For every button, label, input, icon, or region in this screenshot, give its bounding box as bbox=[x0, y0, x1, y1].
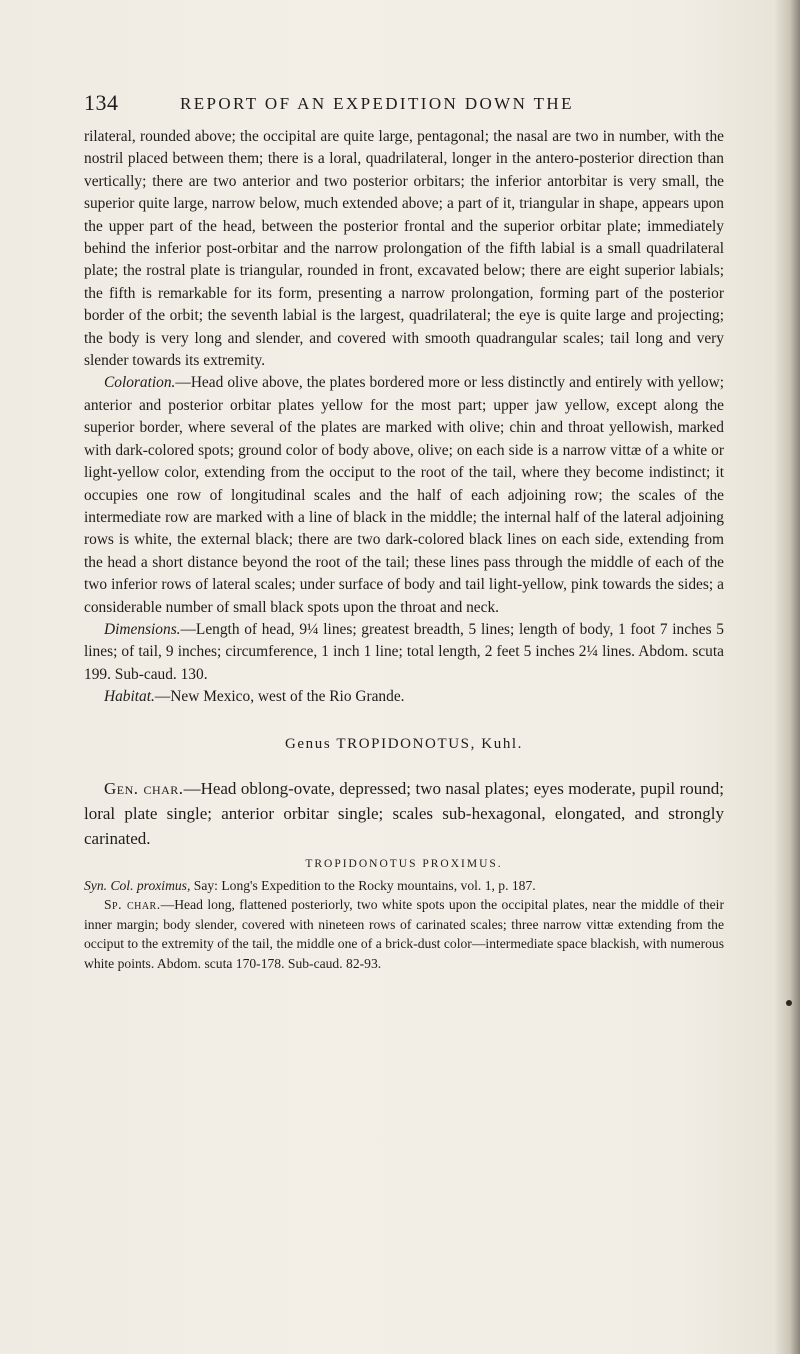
dimensions-label: Dimensions. bbox=[104, 620, 181, 638]
coloration-paragraph bbox=[84, 372, 724, 618]
genus-heading: Genus TROPIDONOTUS, Kuhl. bbox=[284, 736, 524, 752]
running-title: REPORT OF AN EXPEDITION DOWN THE bbox=[180, 94, 574, 113]
species-char-text: —Head long, flattened posteriorly, two white spots upon the occipital plates, near the middle of their inner margin; body slender, covered with nineteen rows of carinated scales; three narrow vittæ extending from the occiput to the extremity of the tail, the middle one of a brick-dust color—intermediate space blackish, with numerous white points. Abdom. scuta 170-178. Sub-caud. 82-93. bbox=[84, 897, 724, 971]
dimensions-text: —Length of head, 9¼ lines; greatest breadth, 5 lines; length of body, 1 foot 7 inches 5 lines; of tail, 9 inches; circumference, 1 inch 1 line; total length, 2 feet 5 inches 2¼ lines. Abdom. scuta 199. Sub-caud. 130. bbox=[84, 620, 724, 683]
species-description bbox=[84, 126, 724, 709]
page-number: 134 bbox=[84, 90, 119, 115]
coloration-label: Coloration. bbox=[104, 374, 176, 392]
species-char-label: Sp. char. bbox=[104, 897, 161, 913]
genus-char-paragraph bbox=[84, 776, 724, 851]
page-binding-edge bbox=[774, 0, 800, 1354]
coloration-text: —Head olive above, the plates bordered more or less distinctly and entirely with yellow; anterior and posterior orbitar plates yellow for the most part; upper jaw yellow, except along the superior border, where several of the plates are marked with olive; chin and throat yellowish, marked with dark-colored spots; ground color of body above, olive; on each side is a narrow vittæ of a white or light-yellow color, extending from the occiput to the root of the tail, where they become indistinct; it occupies one row of longitudinal scales and the half of each adjoining row; the scales of the intermediate row are marked with a line of black in the middle; the internal half of the lateral adjoining rows is white, the external black; there are two dark-colored black lines on each side, extending from the head a short distance beyond the root of the tail; these lines pass through the middle of each of the two inferior rows of lateral scales; under surface of body and tail light-yellow, pink towards the sides; a considerable number of small black spots upon the throat and neck. bbox=[84, 374, 724, 616]
species-char-paragraph bbox=[84, 895, 724, 973]
species-heading: TROPIDONOTUS PROXIMUS. bbox=[305, 858, 503, 870]
synonymy-name: Col. proximus, bbox=[110, 878, 191, 893]
habitat-paragraph bbox=[84, 686, 724, 708]
dimensions-paragraph bbox=[84, 619, 724, 686]
synonymy-paragraph bbox=[84, 876, 724, 895]
ink-smudge bbox=[786, 1000, 792, 1006]
genus-char-text: —Head oblong-ovate, depressed; two nasal plates; eyes moderate, pupil round; loral plate single; anterior orbitar single; scales sub-hexagonal, elongated, and strongly carinated. bbox=[84, 779, 724, 848]
habitat-label: Habitat. bbox=[104, 688, 155, 706]
description-paragraph: rilateral, rounded above; the occipital are quite large, pentagonal; the nasal are two in number, with the nostril placed between them; there is a loral, quadrilateral, longer in the antero-posterior direction than vertically; there are two anterior and two posterior orbitars; the inferior antorbitar is very small, the superior quite large, narrow below, much extended above; a part of it, triangular in shape, appears upon the upper part of the head, between the posterior frontal and the superior orbitar plate; immediately behind the inferior post-orbitar and the narrow prolongation of the fifth labial is a small quadrilateral plate; the rostral plate is triangular, rounded in front, excavated below; there are eight superior labials; the fifth is remarkable for its form, presenting a narrow prolongation, forming part of the posterior border of the orbit; the seventh labial is the largest, quadrilateral; the eye is quite large and projecting; the body is very long and slender, and covered with smooth quadrangular scales; tail long and very slender towards its extremity. bbox=[84, 128, 724, 370]
synonymy-label: Syn. bbox=[84, 878, 108, 893]
genus-char-label: Gen. char. bbox=[104, 779, 184, 798]
species-account bbox=[84, 876, 724, 973]
synonymy-text: Say: Long's Expedition to the Rocky mountains, vol. 1, p. 187. bbox=[190, 878, 536, 893]
page-header bbox=[84, 86, 724, 116]
habitat-text: —New Mexico, west of the Rio Grande. bbox=[154, 688, 405, 706]
genus-characters bbox=[84, 776, 724, 851]
